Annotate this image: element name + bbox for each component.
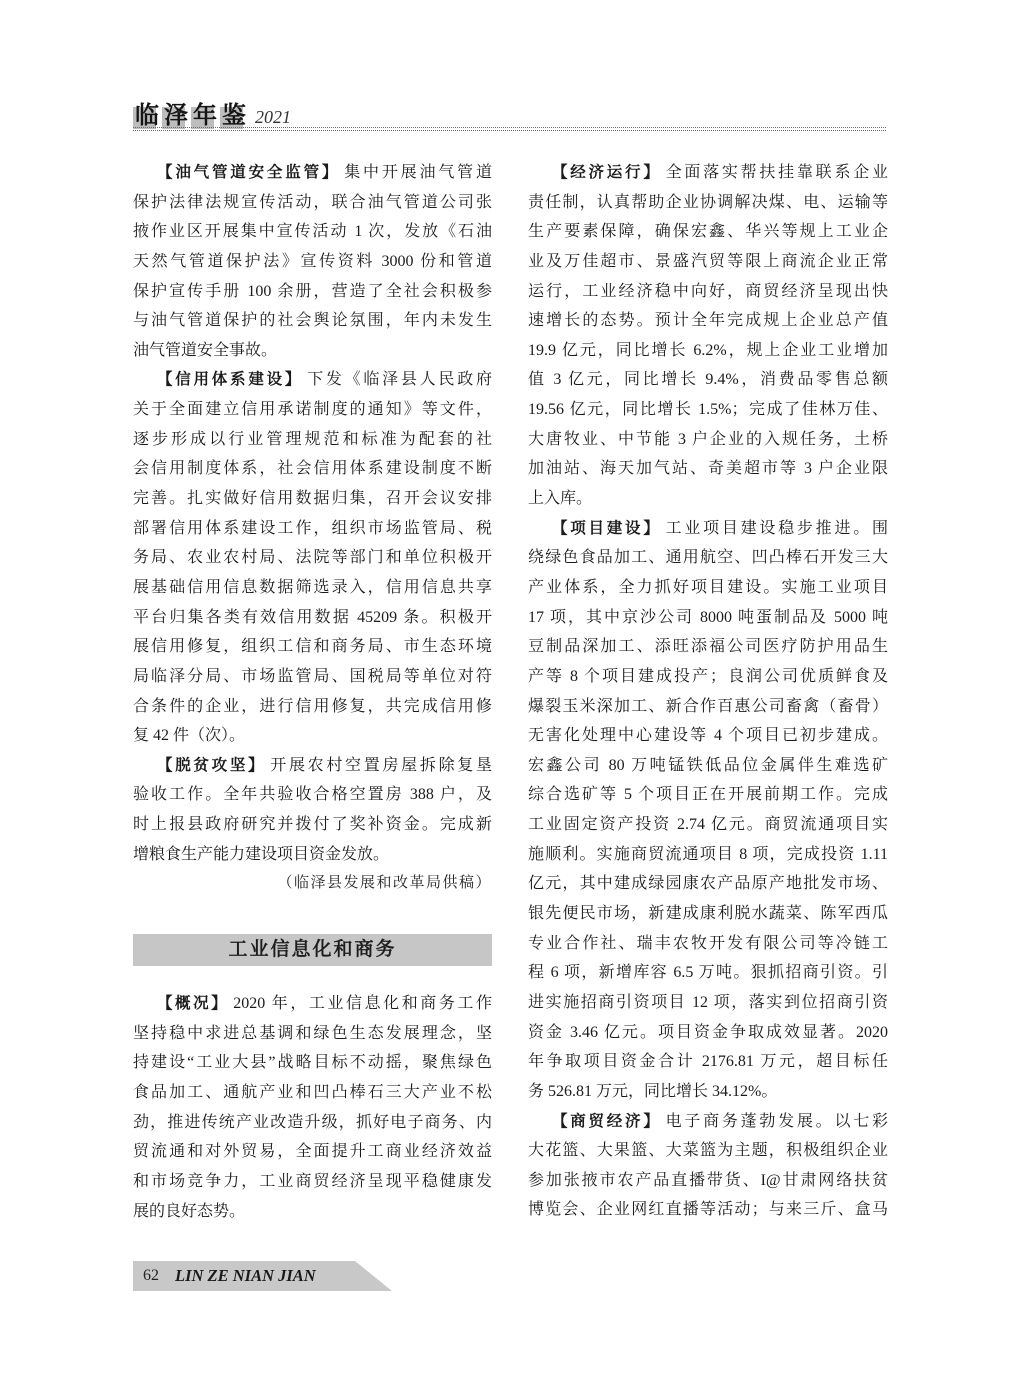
paragraph-label: 【信用体系建设】: [157, 371, 304, 389]
text-line: 资金 3.46 亿元。项目资金争取成效显著。2020: [528, 1023, 888, 1041]
text-line: 平台归集各类有效信用数据 45209 条。积极开: [133, 608, 492, 626]
text-line: 无害化处理中心建设等 4 个项目已初步建成。: [528, 727, 888, 745]
text-line: 天然气管道保护法》宣传资料 3000 份和管道: [133, 252, 492, 270]
text-line: 验收工作。全年共验收合格空置房 388 户，及: [133, 786, 492, 804]
paragraph-label: 【脱贫攻坚】: [157, 756, 267, 774]
text-line: 部署信用体系建设工作，组织市场监管局、税: [133, 519, 492, 537]
text-line: 银先便民市场，新建成康利脱水蔬菜、陈军西瓜: [528, 905, 888, 923]
paragraph-label: 【油气管道安全监管】: [157, 164, 341, 181]
text-line: 会信用制度体系，社会信用体系建设制度不断: [133, 460, 492, 478]
text-line: 务局、农业农村局、法院等部门和单位积极开: [133, 549, 492, 567]
text-line: 复 42 件（次）。: [133, 727, 246, 745]
text-line: 保护宣传手册 100 余册，营造了全社会积极参: [133, 282, 492, 300]
text-line: 产业体系，全力抓好项目建设。实施工业项目: [528, 578, 888, 596]
section-heading: 工业信息化和商务: [133, 934, 492, 966]
paragraph-lead-text: 电子商务蓬勃发展。以七彩: [665, 1112, 888, 1130]
paragraph: [133, 989, 492, 1226]
text-line: 与油气管道保护的社会舆论氛围，年内未发生: [133, 312, 492, 330]
text-line: 和市场竞争力，工业商贸经济呈现平稳健康发: [133, 1172, 492, 1190]
text-line: 爆裂玉米深加工、新合作百惠公司畜禽（畜骨）: [528, 697, 888, 715]
text-line: 上入库。: [528, 490, 593, 508]
text-line: 掖作业区开展集中宣传活动 1 次，发放《石油: [133, 223, 492, 241]
footer-running-title: LIN ZE NIAN JIAN: [175, 1266, 316, 1285]
text-line: 业及万佳超市、景盛汽贸等限上商流企业正常: [528, 252, 888, 270]
text-line: 工业固定资产投资 2.74 亿元。商贸流通项目实: [528, 816, 888, 834]
text-line: 务 526.81 万元，同比增长 34.12%。: [528, 1082, 778, 1100]
running-header-year: 2021: [255, 107, 291, 127]
paragraph: [133, 751, 492, 870]
text-line: 综合选矿等 5 个项目正在开展前期工作。完成: [528, 786, 888, 804]
paragraph-lead-text: 工业项目建设稳步推进。围: [665, 519, 888, 537]
text-line: 责任制，认真帮助企业协调解决煤、电、运输等: [528, 193, 888, 211]
paragraph: [528, 514, 888, 1107]
text-line: 参加张掖市农产品直播带货、I@甘肃网络扶贫: [528, 1171, 888, 1189]
paragraph-label: 【商贸经济】: [552, 1112, 662, 1130]
text-line: 持建设“工业大县”战略目标不动摇，聚焦绿色: [133, 1054, 492, 1072]
paragraph-label: 【经济运行】: [552, 164, 662, 181]
text-line: [528, 158, 888, 188]
text-line: 展信用修复，组织工信和商务局、市生态环境: [133, 638, 492, 656]
text-line: [133, 365, 492, 395]
text-line: 博览会、企业网红直播等活动；与来三斤、盒马: [528, 1201, 888, 1219]
text-line: 局临泽分局、市场监管局、国税局等单位对符: [133, 667, 492, 685]
text-line: [133, 158, 492, 188]
text-line: 油气管道安全事故。: [133, 341, 278, 359]
text-line: 时上报县政府研究并拨付了奖补资金。完成新: [133, 816, 492, 834]
text-line: 宏鑫公司 80 万吨锰铁低品位金属伴生难选矿: [528, 756, 888, 774]
text-line: 年争取项目资金合计 2176.81 万元，超目标任: [528, 1053, 888, 1071]
text-line: [133, 989, 492, 1019]
text-line: 程 6 项，新增库容 6.5 万吨。狠抓招商引资。引: [528, 964, 888, 982]
text-line: 食品加工、通航产业和凹凸棒石三大产业不松: [133, 1083, 492, 1101]
paragraph: [133, 158, 492, 365]
text-line: 值 3 亿元，同比增长 9.4%，消费品零售总额: [528, 371, 888, 389]
text-line: [528, 1107, 888, 1137]
text-line: 17 项，其中京沙公司 8000 吨蛋制品及 5000 吨: [528, 608, 888, 626]
text-line: 绕绿色食品加工、通用航空、凹凸棒石开发三大: [528, 549, 888, 567]
paragraph: [528, 158, 888, 514]
paragraph-label: 【概况】: [157, 995, 230, 1013]
text-line: 合条件的企业，进行信用修复，共完成信用修: [133, 697, 492, 715]
left-column-upper-text: [133, 158, 492, 869]
paragraph-label: 【项目建设】: [552, 519, 662, 537]
text-line: 大唐牧业、中节能 3 户企业的入规任务，土桥: [528, 430, 888, 448]
text-line: [133, 751, 492, 781]
header-divider: [133, 127, 886, 131]
text-line: 产等 8 个项目建成投产；良润公司优质鲜食及: [528, 667, 888, 685]
text-line: 完善。扎实做好信用数据归集，召开会议安排: [133, 490, 492, 508]
text-line: 19.9 亿元，同比增长 6.2%，规上企业工业增加: [528, 341, 888, 359]
running-header-title: 临泽年鉴: [135, 102, 251, 129]
text-line: 展的良好态势。: [133, 1202, 246, 1220]
text-line: 保护法律法规宣传活动，联合油气管道公司张: [133, 193, 492, 211]
text-line: 劲，推进传统产业改造升级，抓好电子商务、内: [133, 1113, 492, 1131]
paragraph-lead-text: 集中开展油气管道: [344, 164, 492, 181]
text-line: 运行，工业经济稳中向好，商贸经济呈现出快: [528, 282, 888, 300]
text-line: 生产要素保障，确保宏鑫、华兴等规上工业企: [528, 223, 888, 241]
text-line: 速增长的态势。预计全年完成规上企业总产值: [528, 312, 888, 330]
paragraph: [133, 365, 492, 750]
paragraph: [528, 1107, 888, 1226]
paragraph-lead-text: 下发《临泽县人民政府: [307, 371, 492, 389]
right-column: [528, 158, 888, 1225]
text-line: 豆制品深加工、添旺添福公司医疗防护用品生: [528, 638, 888, 656]
text-line: 19.56 亿元，同比增长 1.5%；完成了佳林万佳、: [528, 401, 888, 419]
text-line: 施顺利。实施商贸流通项目 8 项，完成投资 1.11: [528, 845, 888, 863]
left-column: [133, 158, 492, 1226]
text-line: 关于全面建立信用承诺制度的通知》等文件，: [133, 401, 492, 419]
text-line: 增粮食生产能力建设项目资金发放。: [133, 845, 390, 863]
paragraph-lead-text: 全面落实帮扶挂靠联系企业: [665, 164, 888, 181]
text-line: 逐步形成以行业管理规范和标准为配套的社: [133, 430, 492, 448]
text-line: 亿元，其中建成绿园康农产品原产地批发市场、: [528, 875, 888, 893]
footer-page-number: 62: [143, 1267, 159, 1284]
text-line: 专业合作社、瑞丰农牧开发有限公司等冷链工: [528, 934, 888, 952]
text-line: 大花篮、大果篮、大菜篮为主题，积极组织企业: [528, 1142, 888, 1160]
text-line: 进实施招商引资项目 12 项，落实到位招商引资: [528, 993, 888, 1011]
source-credit: （临泽县发展和改革局供稿）: [277, 875, 492, 892]
paragraph-lead-text: 2020 年，工业信息化和商务工作: [233, 995, 492, 1013]
text-line: [528, 514, 888, 544]
text-line: 贸流通和对外贸易，全面提升工商业经济效益: [133, 1143, 492, 1161]
text-line: 加油站、海天加气站、奇美超市等 3 户企业限: [528, 460, 888, 478]
paragraph-lead-text: 开展农村空置房屋拆除复垦: [270, 756, 492, 774]
left-column-lower-text: [133, 989, 492, 1226]
text-line: 坚持稳中求进总基调和绿色生态发展理念，坚: [133, 1024, 492, 1042]
text-line: 展基础信用信息数据筛选录入，信用信息共享: [133, 578, 492, 596]
